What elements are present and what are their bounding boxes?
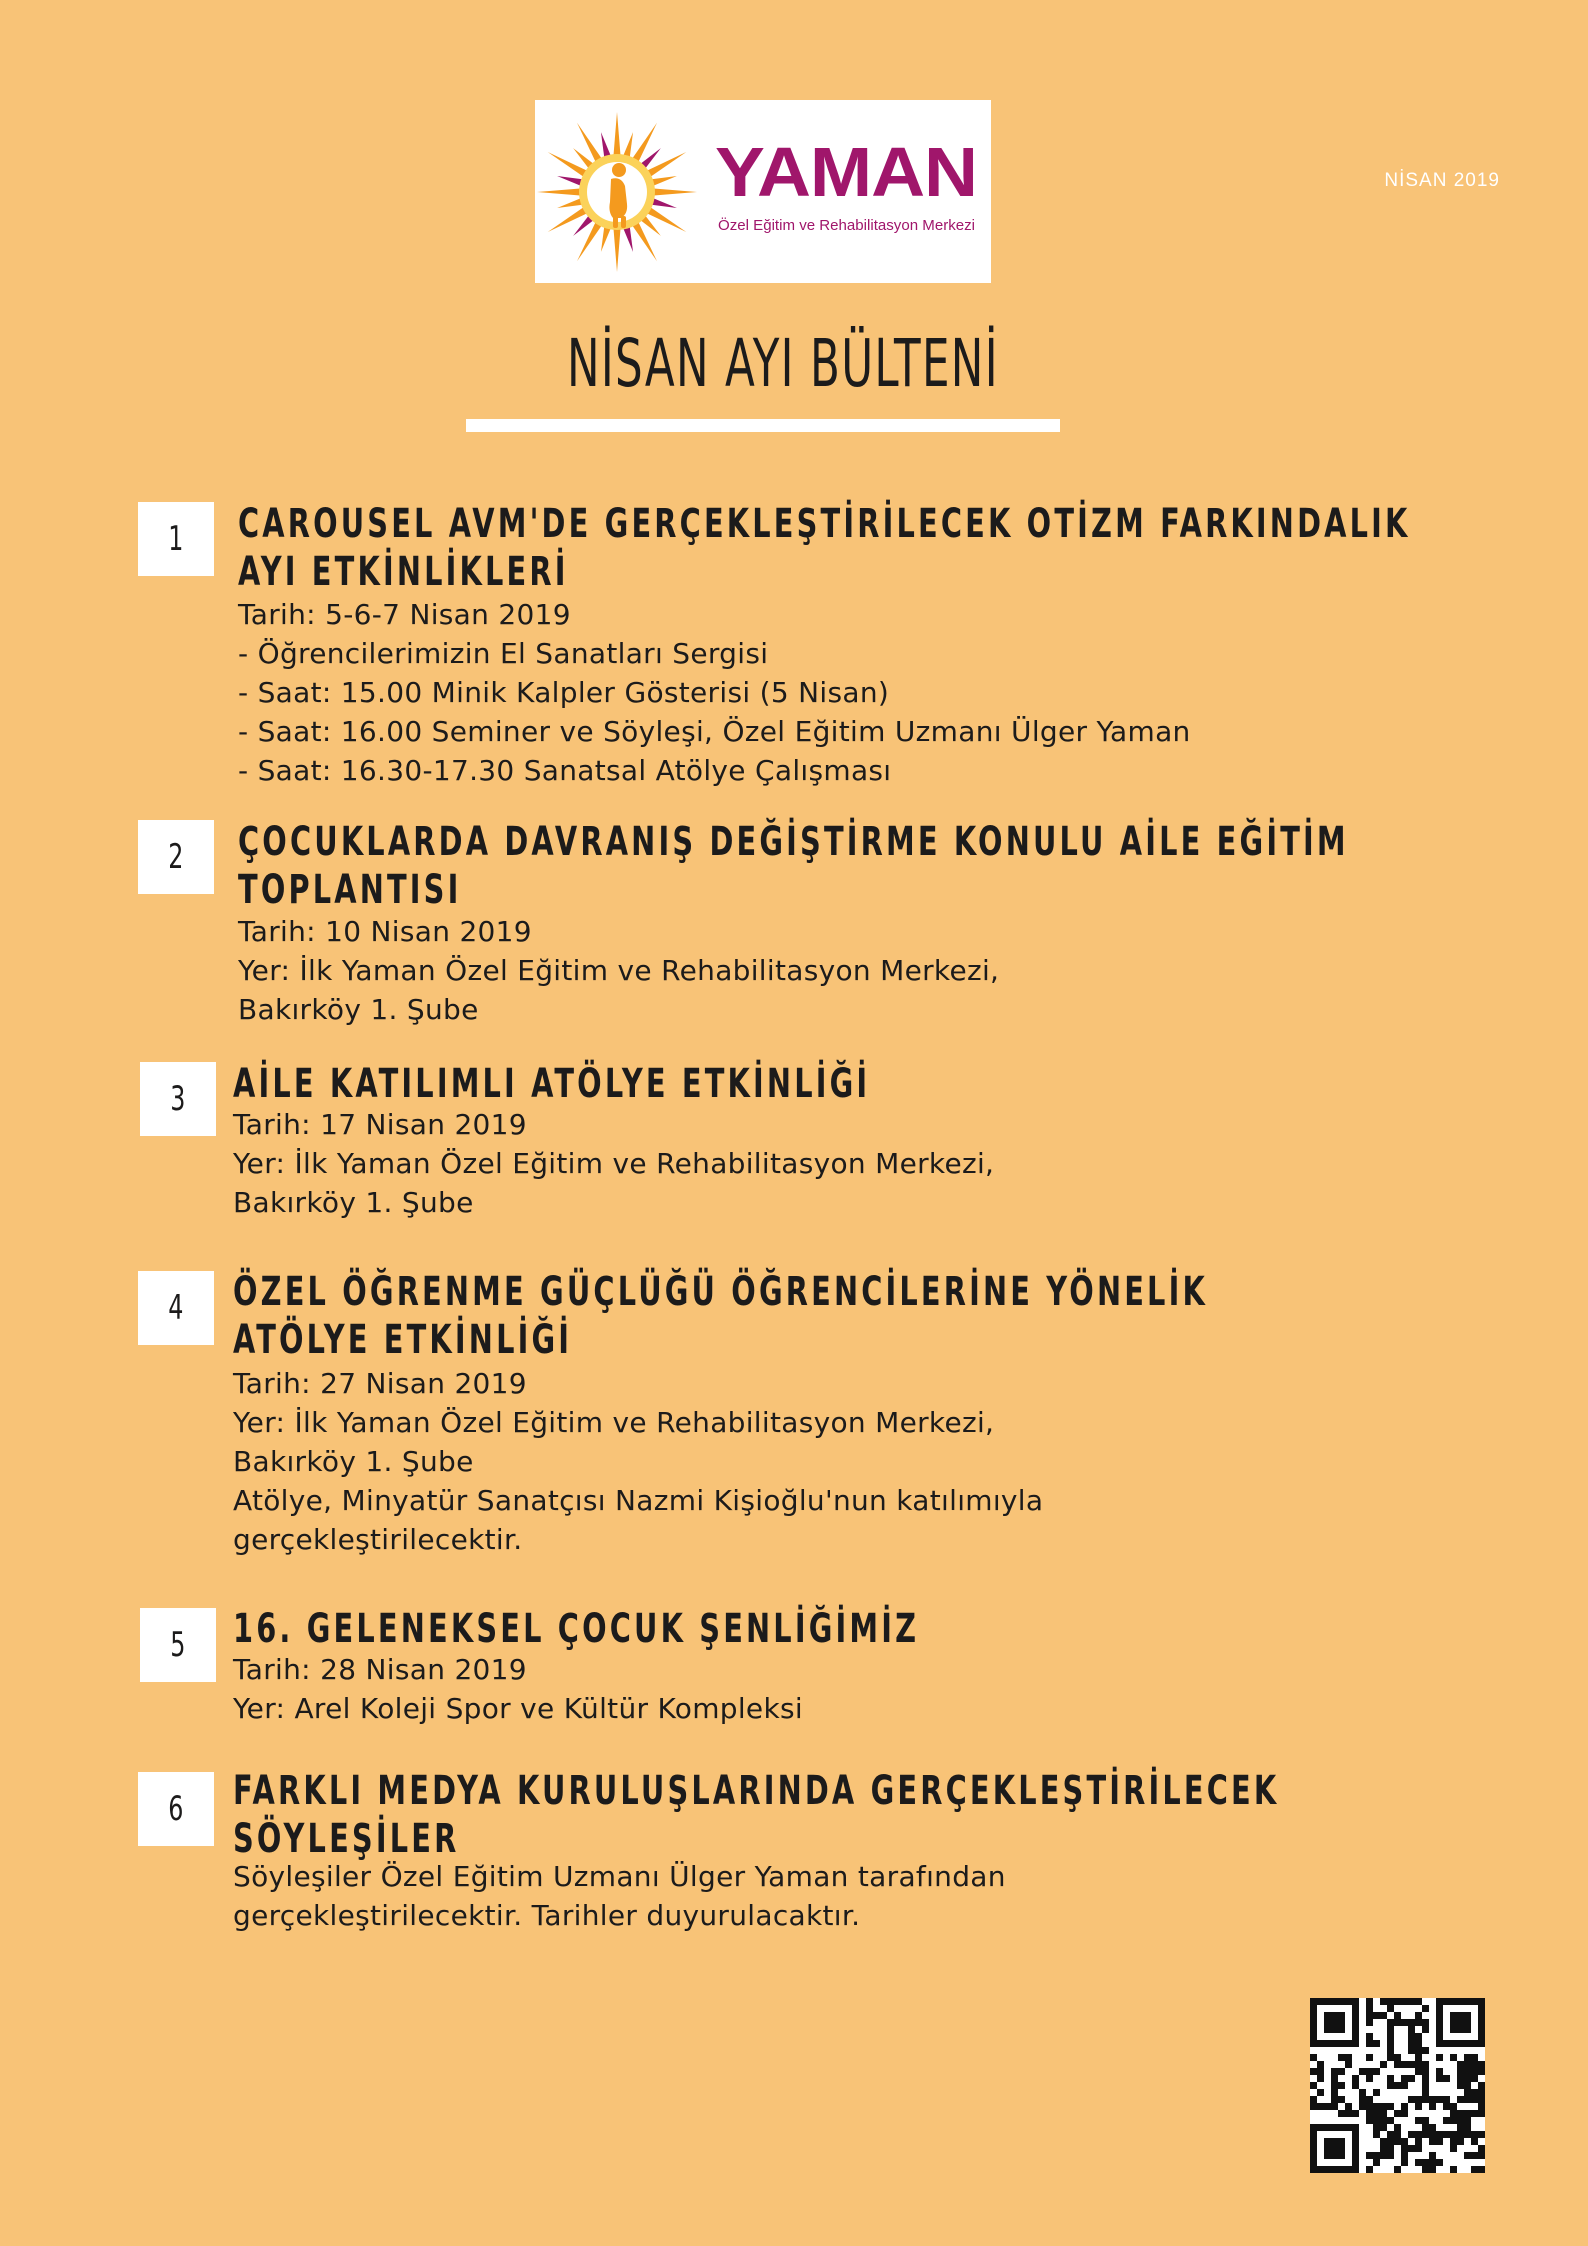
item-number-badge: 2 [138, 820, 214, 894]
item-number-badge: 4 [138, 1271, 214, 1345]
item-number-badge: 6 [138, 1772, 214, 1846]
item-heading: 16. GELENEKSEL ÇOCUK ŞENLİĞİMİZ [233, 1606, 920, 1652]
item-details: Tarih: 27 Nisan 2019 Yer: İlk Yaman Özel Eğitim ve Rehabilitasyon Merkezi, Bakırköy 1. Şube Atölye, Minyatür Sanatçısı Nazmi Kişioğlu'nun katılımıyla gerçekleştirilecektir. [233, 1367, 1044, 1556]
title-underline [466, 419, 1060, 432]
item-heading: ÇOCUKLARDA DAVRANIŞ DEĞİŞTİRME KONULU AİLE EĞİTİM TOPLANTISI [238, 819, 1349, 913]
item-details: Tarih: 5-6-7 Nisan 2019 - Öğrencilerimizin El Sanatları Sergisi - Saat: 15.00 Minik Kalpler Gösterisi (5 Nisan) - Saat: 16.00 Seminer ve Söyleşi, Özel Eğitim Uzmanı Ülger Yaman - Saat: 16.30-17.30 Sanatsal Atölye Çalışması [238, 598, 1191, 787]
item-heading: ÖZEL ÖĞRENME GÜÇLÜĞÜ ÖĞRENCİLERİNE YÖNELİK ATÖLYE ETKİNLİĞİ [233, 1269, 1208, 1363]
item-number-badge: 1 [138, 502, 214, 576]
item-details: Tarih: 28 Nisan 2019 Yer: Arel Koleji Spor ve Kültür Kompleksi [233, 1653, 803, 1725]
logo-brand-text: YAMAN [715, 133, 977, 211]
item-details: Tarih: 17 Nisan 2019 Yer: İlk Yaman Özel Eğitim ve Rehabilitasyon Merkezi, Bakırköy 1. Şube [233, 1108, 995, 1219]
issue-date: NİSAN 2019 [1384, 170, 1500, 191]
page-title: NİSAN AYI BÜLTENİ [566, 325, 999, 402]
item-heading: AİLE KATILIMLI ATÖLYE ETKİNLİĞİ [233, 1061, 871, 1107]
qr-code-icon[interactable] [1310, 1998, 1485, 2173]
item-number-badge: 5 [140, 1608, 216, 1682]
item-heading: FARKLI MEDYA KURULUŞLARINDA GERÇEKLEŞTİRİLECEK SÖYLEŞİLER [233, 1768, 1280, 1862]
item-details: Tarih: 10 Nisan 2019 Yer: İlk Yaman Özel Eğitim ve Rehabilitasyon Merkezi, Bakırköy 1. Şube [238, 915, 1000, 1026]
logo-tagline-text: Özel Eğitim ve Rehabilitasyon Merkezi [718, 217, 974, 234]
yaman-logo [535, 100, 991, 283]
sun-icon [537, 112, 697, 272]
item-number-badge: 3 [140, 1062, 216, 1136]
item-details: Söyleşiler Özel Eğitim Uzmanı Ülger Yaman tarafından gerçekleştirilecektir. Tarihler duyurulacaktır. [233, 1860, 1006, 1932]
item-heading: CAROUSEL AVM'DE GERÇEKLEŞTİRİLECEK OTİZM FARKINDALIK AYI ETKİNLİKLERİ [238, 501, 1411, 595]
